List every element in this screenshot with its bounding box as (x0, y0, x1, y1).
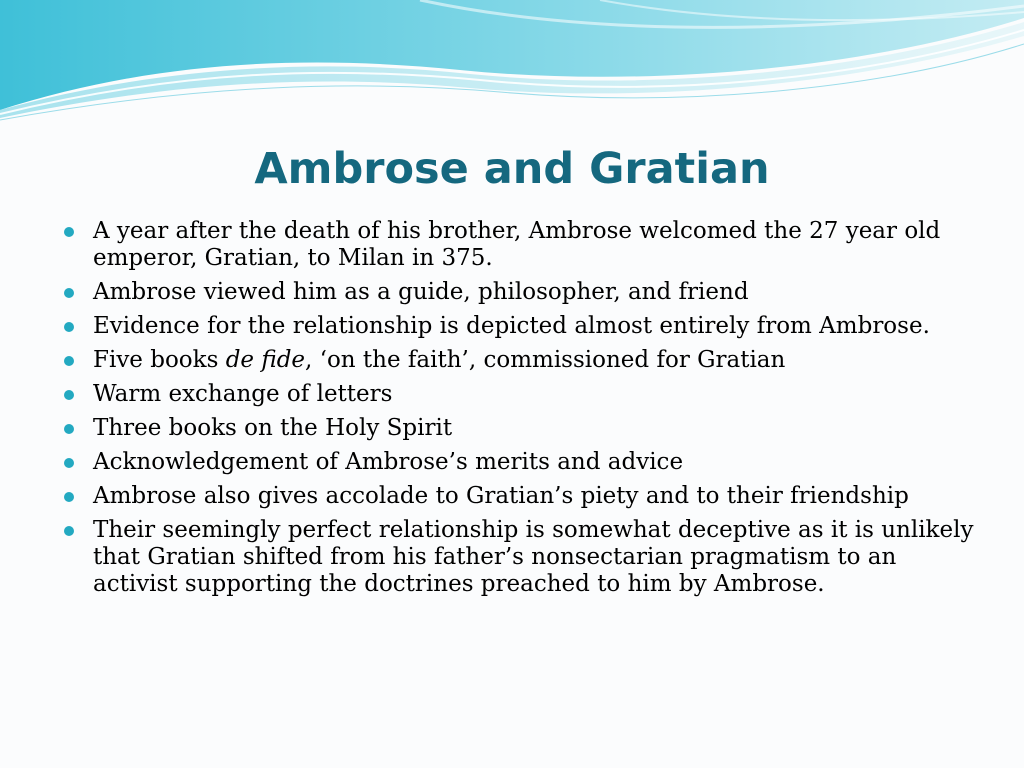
bullet-text-post: , ‘on the faith’, commissioned for Gratian (305, 347, 786, 373)
bullet-text: Acknowledgement of Ambrose’s merits and advice (93, 449, 684, 475)
bullet-item (64, 449, 974, 476)
bullet-item (64, 483, 974, 510)
bullet-dot-icon (64, 492, 74, 502)
bullet-text-pre: Five books (93, 347, 226, 373)
bullet-item (64, 415, 974, 442)
bullet-text: A year after the death of his brother, Ambrose welcomed the 27 year old emperor, Gratian, to Milan in 375. (93, 218, 941, 271)
bullet-text-italic: de fide (225, 347, 306, 373)
bullet-item (64, 517, 974, 598)
bullet-item (64, 218, 974, 272)
bullet-dot-icon (64, 526, 74, 536)
bullet-text: Warm exchange of letters (93, 381, 393, 407)
slide-title: Ambrose and Gratian (254, 144, 770, 194)
bullet-dot-icon (64, 356, 74, 366)
bullet-item (64, 347, 974, 374)
bullet-text: Ambrose also gives accolade to Gratian’s piety and to their friendship (93, 483, 909, 509)
bullet-dot-icon (64, 458, 74, 468)
bullet-text: Evidence for the relationship is depicted almost entirely from Ambrose. (93, 313, 930, 339)
bullet-text: Ambrose viewed him as a guide, philosopher, and friend (93, 279, 749, 305)
bullet-dot-icon (64, 322, 74, 332)
bullet-text: Three books on the Holy Spirit (93, 415, 453, 441)
bullet-text (93, 347, 785, 373)
bullet-dot-icon (64, 227, 74, 237)
bullet-list (64, 218, 974, 605)
bullet-dot-icon (64, 390, 74, 400)
bullet-dot-icon (64, 424, 74, 434)
bullet-dot-icon (64, 288, 74, 298)
header-wave-decoration (0, 0, 1024, 130)
bullet-item (64, 279, 974, 306)
bullet-text: Their seemingly perfect relationship is somewhat deceptive as it is unlikely that Gratian shifted from his father’s nonsectarian pragmatism to an activist supporting the doctrines preached to him by Ambrose. (93, 517, 974, 597)
bullet-item (64, 313, 974, 340)
bullet-item (64, 381, 974, 408)
